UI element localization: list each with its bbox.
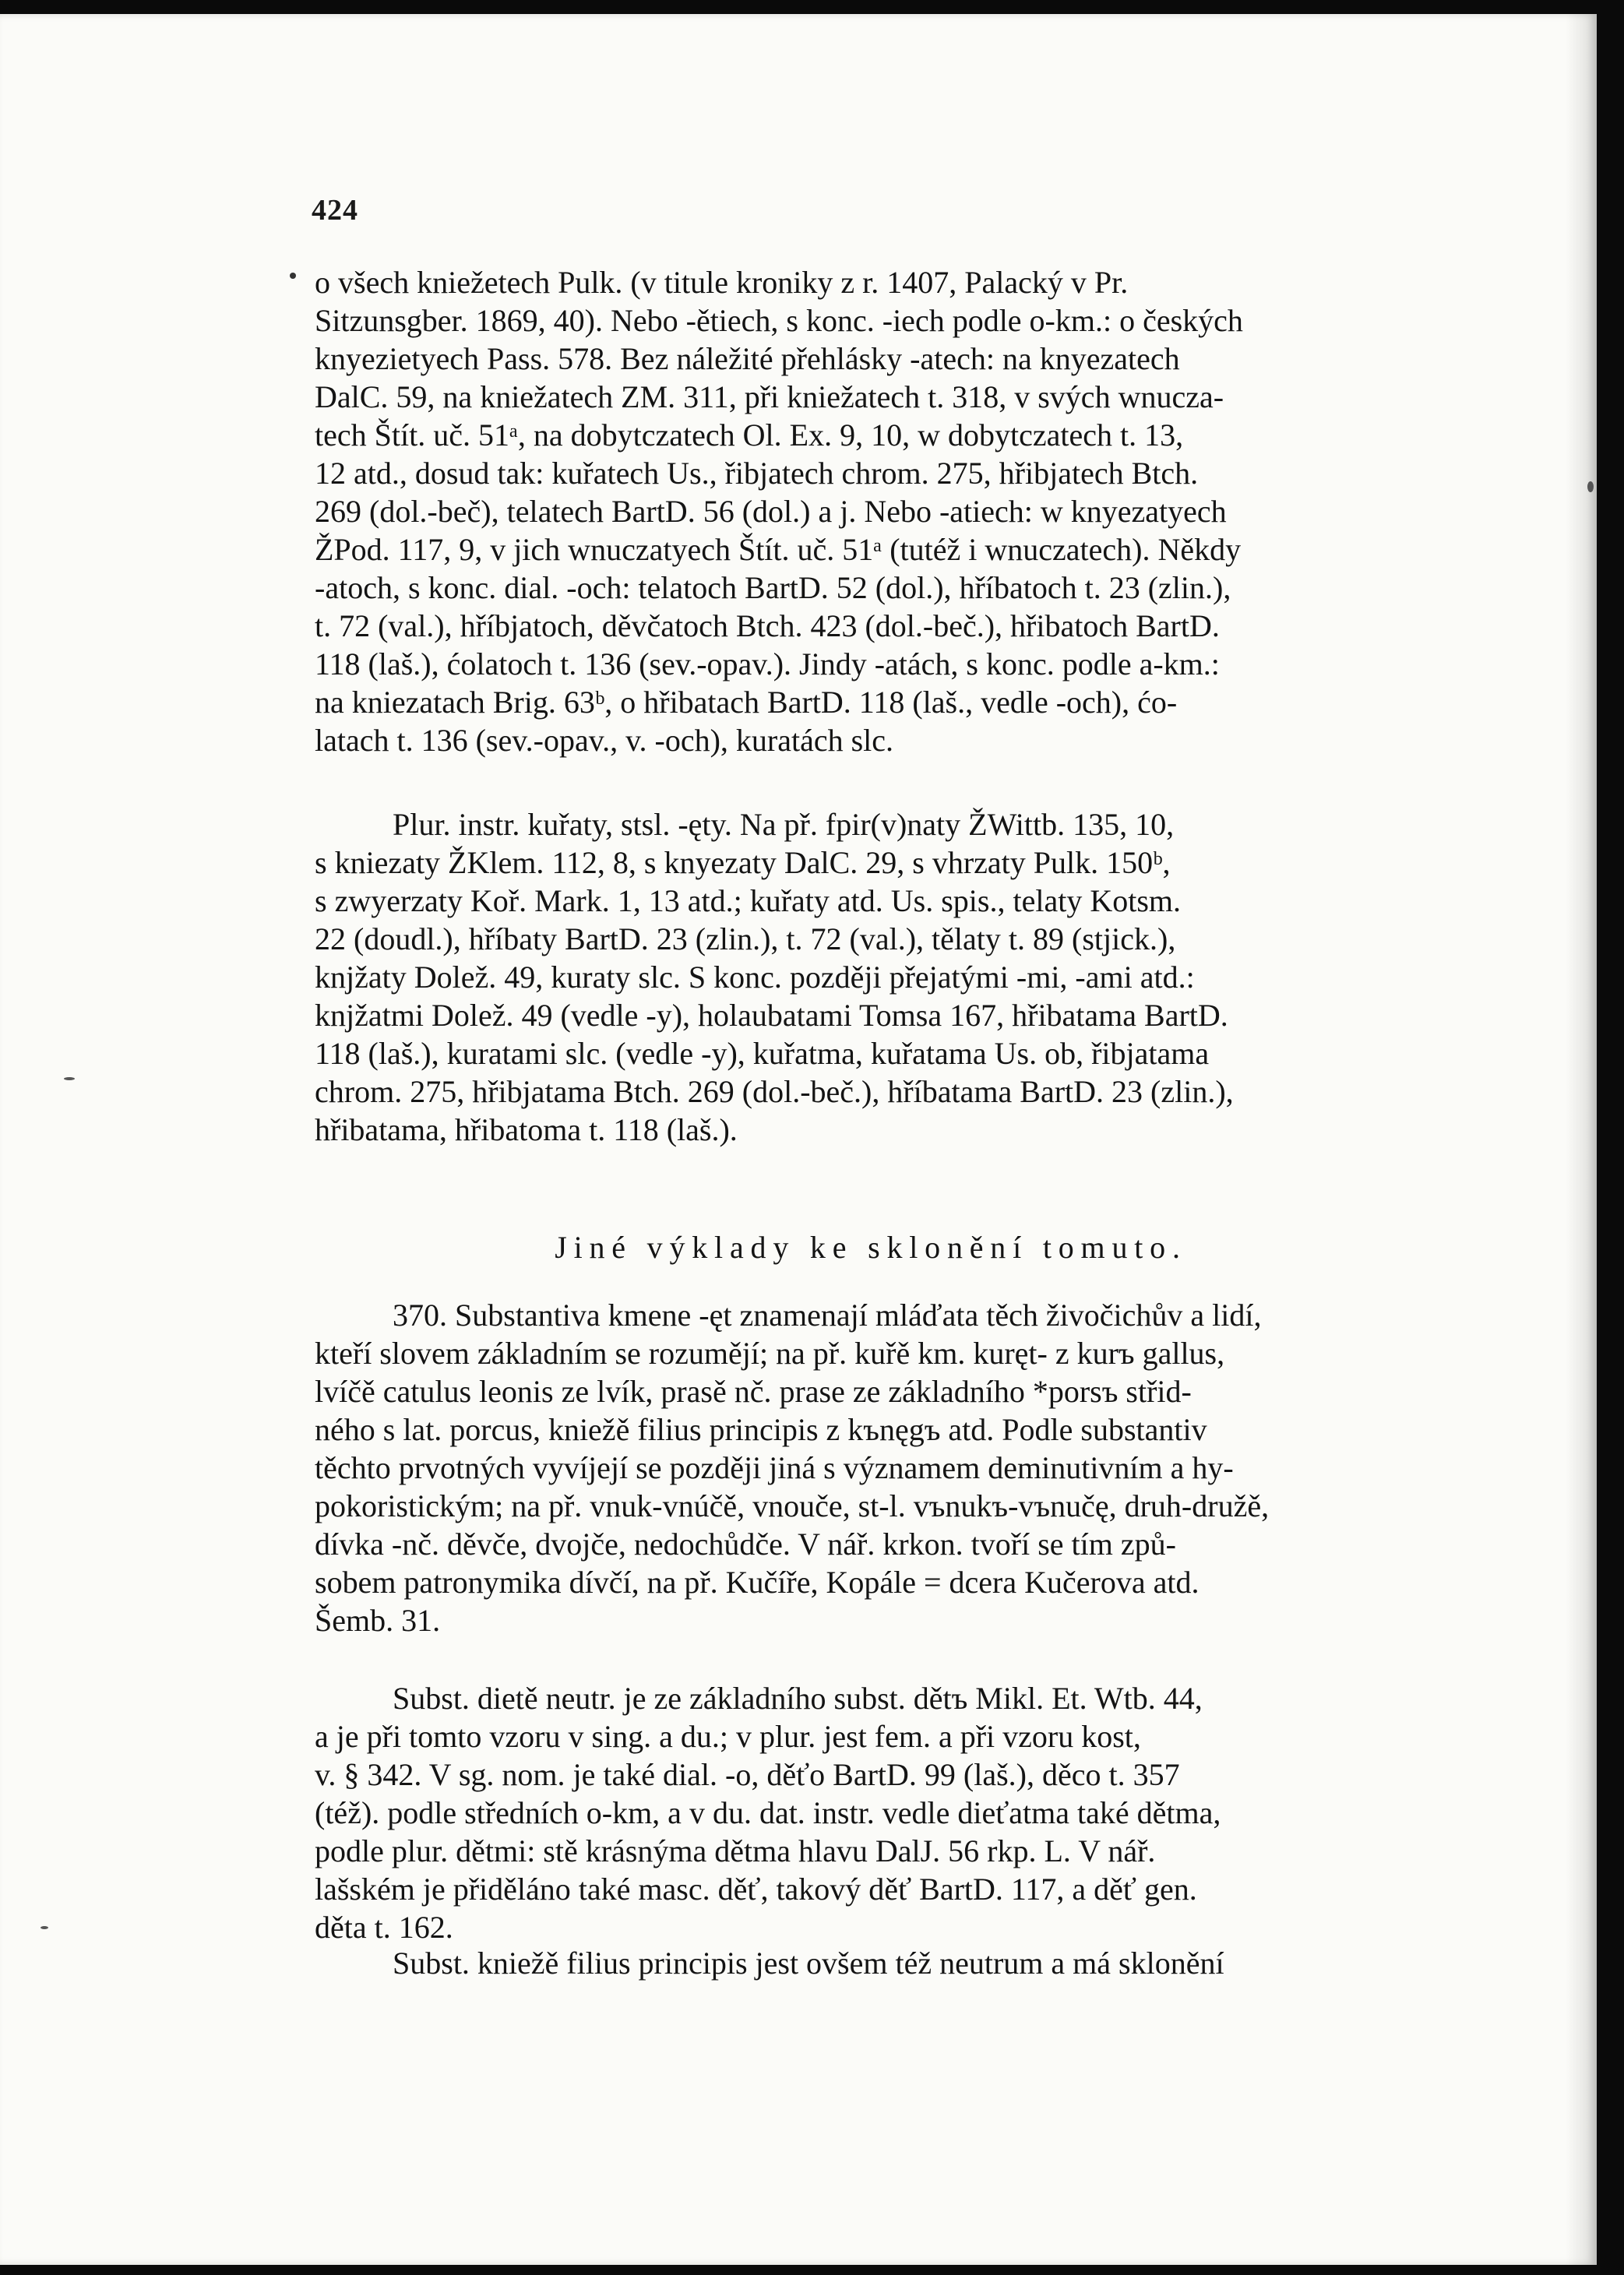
text-line: v. § 342. V sg. nom. je také dial. -o, děťo BartD. 99 (laš.), děco t. 357 [315,1757,1180,1792]
margin-mark [290,273,296,279]
text-line: ŽPod. 117, 9, v jich wnuczatyech Štít. uč. 51ᵃ (tutéž i wnuczatech). Někdy [315,532,1242,567]
text-line: chrom. 275, hřibjatama Btch. 269 (dol.-beč.), hříbatama BartD. 23 (zlin.), [315,1074,1234,1109]
text-line: dívka -nč. děvče, dvojče, nedochůdče. V nář. krkon. tvoří se tím způ- [315,1527,1176,1562]
text-line: na kniezatach Brig. 63ᵇ, o hřibatach BartD. 118 (laš., vedle -och), ćo- [315,685,1178,720]
text-line: Subst. kniežě filius principis jest ovšem též neutrum a má sklonění [393,1946,1224,1981]
text-line: Sitzunsgber. 1869, 40). Nebo -ětiech, s konc. -iech podle o-km.: o českých [315,303,1243,338]
text-line: s kniezaty ŽKlem. 112, 8, s knyezaty DalC. 29, s vhrzaty Pulk. 150ᵇ, [315,845,1171,880]
paragraph-locative-plural [315,263,1427,759]
text-line: 118 (laš.), kuratami slc. (vedle -y), kuřatma, kuřatama Us. ob, řibjatama [315,1036,1210,1071]
text-line: tech Štít. uč. 51ᵃ, na dobytczatech Ol. Ex. 9, 10, w dobytczatech t. 13, [315,417,1184,453]
text-line: t. 72 (val.), hříbjatoch, děvčatoch Btch. 423 (dol.-beč.), hřibatoch BartD. [315,608,1220,643]
text-line: -atoch, s konc. dial. -och: telatoch BartD. 52 (dol.), hříbatoch t. 23 (zlin.), [315,570,1231,605]
paragraph-section-370 [315,1296,1427,1639]
document-page [0,14,1597,2265]
paragraph-plural-instrumental [315,805,1427,1149]
text-line: Šemb. 31. [315,1603,441,1638]
text-line: knjžatmi Dolež. 49 (vedle -y), holaubatami Tomsa 167, hřibatama BartD. [315,998,1228,1033]
text-line: latach t. 136 (sev.-opav., v. -och), kuratách slc. [315,723,894,758]
text-line: 12 atd., dosud tak: kuřatech Us., řibjatech chrom. 275, hřibjatech Btch. [315,456,1199,491]
text-line: 370. Substantiva kmene -ęt znamenají mláďata těch živočichův a lidí, [393,1298,1262,1333]
text-line: lašském je přiděláno také masc. děť, takový děť BartD. 117, a děť gen. [315,1872,1197,1907]
paragraph-subst-diete [315,1679,1427,1946]
text-line: pokoristickým; na př. vnuk-vnúčě, vnouče, st-l. vъnukъ-vъnučę, druh-družě, [315,1488,1270,1523]
scan-speck [64,1077,75,1080]
text-line: (též). podle středních o-km, a v du. dat. instr. vedle dieťatma také dětma, [315,1795,1221,1830]
text-line: 118 (laš.), ćolatoch t. 136 (sev.-opav.). Jindy -atách, s konc. podle a-km.: [315,646,1220,681]
text-line: těchto prvotných vyvíjejí se později jiná s významem deminutivním a hy- [315,1450,1234,1485]
text-line: 269 (dol.-beč), telatech BartD. 56 (dol.) a j. Nebo -atiech: w knyezatyech [315,494,1227,529]
text-line: sobem patronymika dívčí, na př. Kučíře, Kopále = dcera Kučerova atd. [315,1565,1200,1600]
scan-speck [41,1926,48,1929]
page-number: 424 [312,194,358,227]
text-line: ného s lat. porcus, kniežě filius principis z kъnęgъ atd. Podle substantiv [315,1412,1207,1447]
scan-speck [1587,481,1594,492]
page-edge-shadow [1566,14,1597,2265]
text-line: Subst. dietě neutr. je ze základního subst. dětъ Mikl. Et. Wtb. 44, [393,1681,1203,1716]
text-line: a je při tomto vzoru v sing. a du.; v plur. jest fem. a při vzoru kost, [315,1719,1141,1754]
text-line: 22 (doudl.), hříbaty BartD. 23 (zlin.), t. 72 (val.), tělaty t. 89 (stjick.), [315,921,1176,956]
text-line: děta t. 162. [315,1910,453,1945]
text-line: podle plur. dětmi: stě krásnýma dětma hlavu DalJ. 56 rkp. L. V nář. [315,1833,1156,1868]
text-line: s zwyerzaty Koř. Mark. 1, 13 atd.; kuřaty atd. Us. spis., telaty Kotsm. [315,883,1182,918]
paragraph-subst-knieze [315,1944,1427,1982]
section-heading: Jiné výklady ke sklonění tomuto. [555,1230,1187,1265]
text-line: lvíčě catulus leonis ze lvík, prasě nč. prase ze základního *porsъ střid- [315,1374,1192,1409]
text-line: DalC. 59, na kniežatech ZM. 311, při kniežatech t. 318, v svých wnucza- [315,379,1224,414]
text-line: knyezietyech Pass. 578. Bez náležité přehlásky -atech: na knyezatech [315,341,1180,376]
text-line: knjžaty Dolež. 49, kuraty slc. S konc. později přejatými -mi, -ami atd.: [315,960,1195,995]
text-line: o všech kniežetech Pulk. (v titule kroniky z r. 1407, Palacký v Pr. [315,265,1129,300]
text-line: Plur. instr. kuřaty, stsl. -ęty. Na př. fpir(v)naty ŽWittb. 135, 10, [393,807,1175,842]
text-line: kteří slovem základním se rozumějí; na př. kuřě km. kuręt- z kurъ gallus, [315,1336,1225,1371]
text-line: hřibatama, hřibatoma t. 118 (laš.). [315,1112,738,1147]
